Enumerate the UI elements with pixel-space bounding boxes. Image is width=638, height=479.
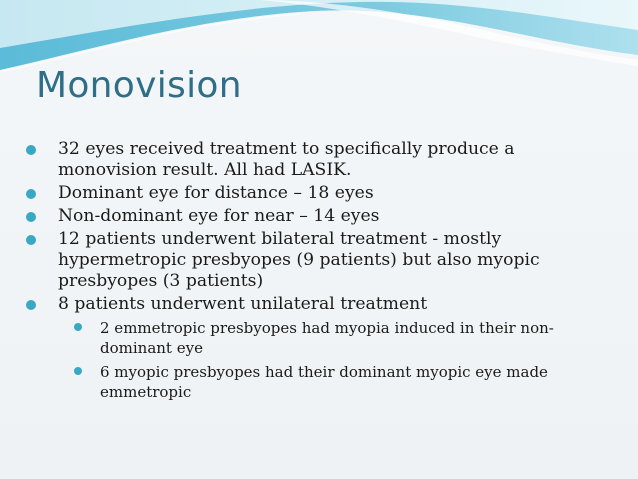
bullet-item (20, 229, 610, 292)
bullet-item (20, 206, 610, 227)
bullet-text: Non-dominant eye for near – 14 eyes (58, 206, 380, 226)
sub-bullet-text: 6 myopic presbyopes had their dominant myopic eye made emmetropic (100, 363, 548, 401)
bullet-text: 8 patients underwent unilateral treatment (58, 294, 428, 314)
bullet-text: Dominant eye for distance – 18 eyes (58, 183, 374, 203)
bullet-item (20, 183, 610, 204)
bullet-item (20, 294, 610, 402)
sub-bullet-item (68, 318, 610, 358)
slide-title: Monovision (36, 65, 242, 106)
sub-bullet-text: 2 emmetropic presbyopes had myopia induced in their non-dominant eye (100, 319, 554, 357)
bullet-text: 12 patients underwent bilateral treatment - mostly hypermetropic presbyopes (9 patients) but also myopic presbyopes (3 patients) (58, 229, 540, 291)
bullet-list (20, 139, 610, 406)
sub-bullet-item (68, 362, 610, 402)
bullet-text: 32 eyes received treatment to specifically produce a monovision result. All had LASIK. (58, 139, 515, 180)
sub-bullet-list (58, 318, 610, 402)
bullet-item (20, 139, 610, 181)
